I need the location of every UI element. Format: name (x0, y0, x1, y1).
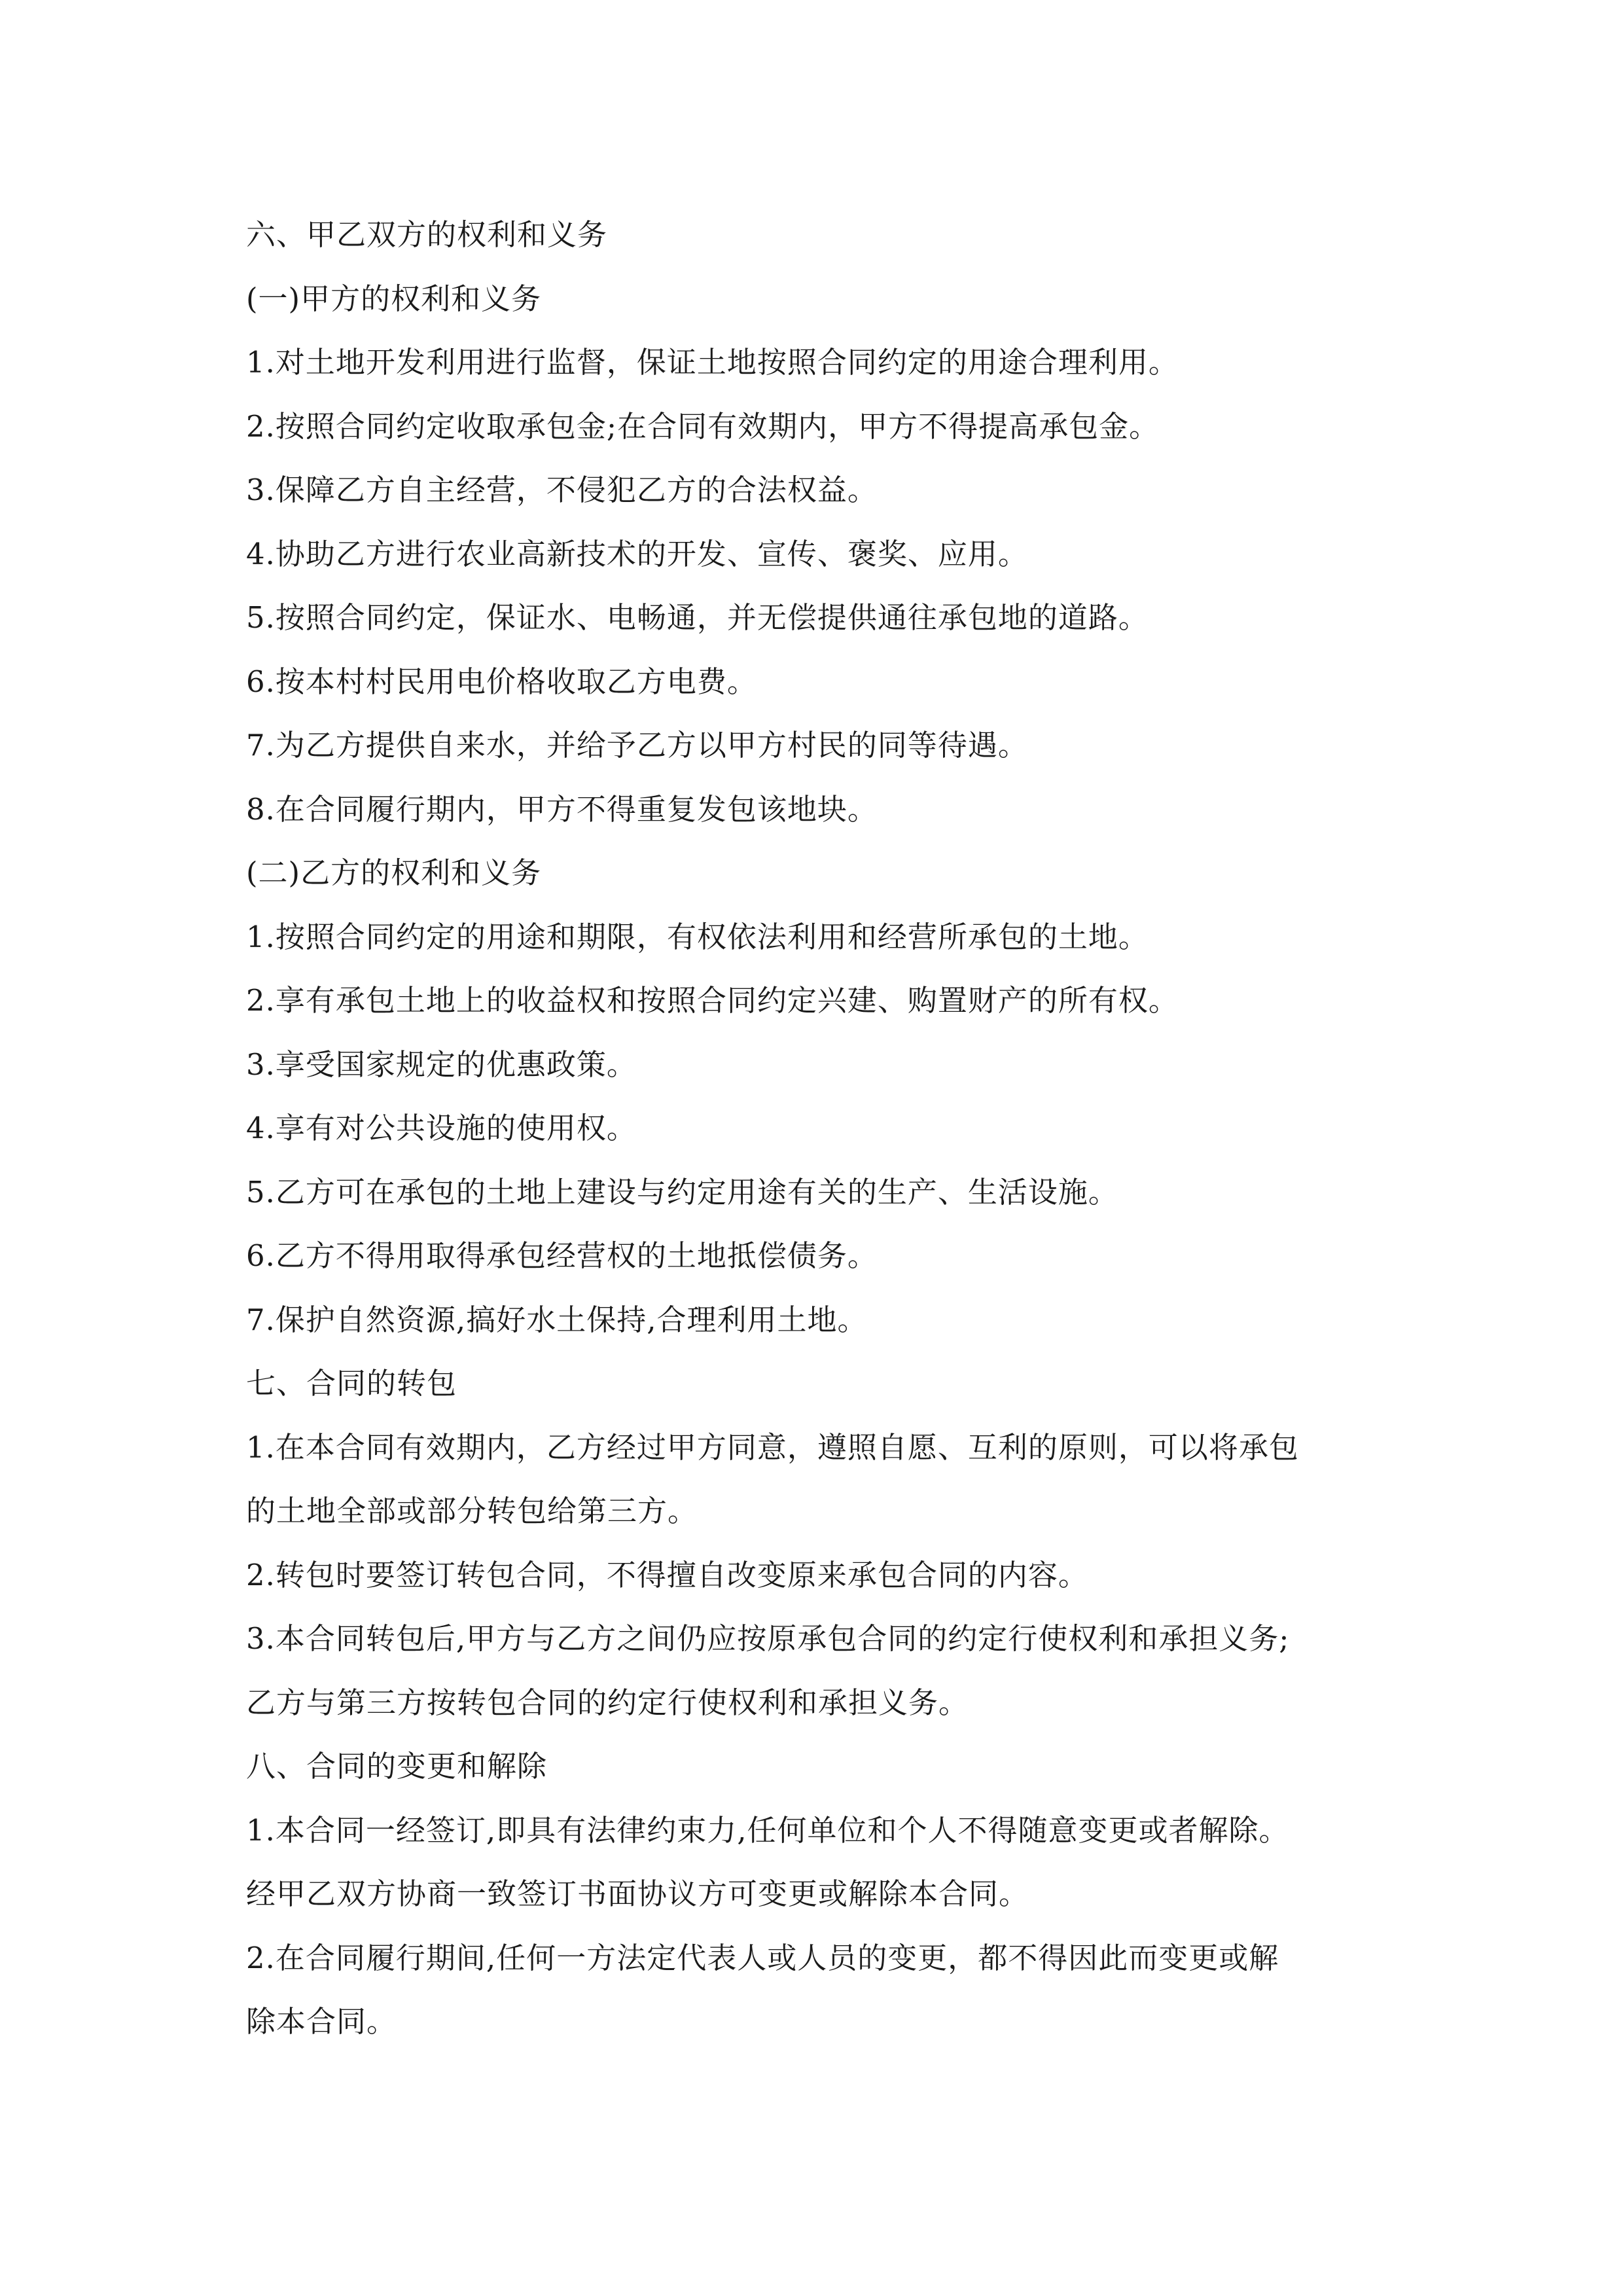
clause-line: 3.享受国家规定的优惠政策。 (246, 1047, 637, 1082)
clause-line: 5.乙方可在承包的土地上建设与约定用途有关的生产、生活设施。 (246, 1174, 1118, 1210)
clause-line: 1.对土地开发利用进行监督，保证土地按照合同约定的用途合理利用。 (246, 345, 1179, 380)
clause-line: 7.保护自然资源,搞好水土保持,合理利用土地。 (246, 1302, 868, 1337)
clause-line: 6.按本村村民用电价格收取乙方电费。 (246, 664, 757, 699)
clause-line: 乙方与第三方按转包合同的约定行使权利和承担义务。 (246, 1685, 969, 1720)
clause-line: 3.本合同转包后,甲方与乙方之间仍应按原承包合同的约定行使权利和承担义务; (246, 1621, 1290, 1656)
clause-line: 经甲乙双方协商一致签订书面协议方可变更或解除本合同。 (246, 1876, 1029, 1911)
subsection-heading: (一)甲方的权利和义务 (246, 281, 542, 316)
clause-line: 2.享有承包土地上的收益权和按照合同约定兴建、购置财产的所有权。 (246, 983, 1179, 1018)
section-heading: 八、合同的变更和解除 (246, 1749, 548, 1784)
clause-line: 4.协助乙方进行农业高新技术的开发、宣传、褒奖、应用。 (246, 536, 1028, 571)
clause-line: 除本合同。 (246, 2004, 397, 2039)
clause-line: 6.乙方不得用取得承包经营权的土地抵偿债务。 (246, 1238, 878, 1273)
clause-line: 5.按照合同约定，保证水、电畅通，并无偿提供通往承包地的道路。 (246, 600, 1149, 635)
clause-line: 1.本合同一经签订,即具有法律约束力,任何单位和个人不得随意变更或者解除。 (246, 1812, 1289, 1848)
clause-line: 2.在合同履行期间,任何一方法定代表人或人员的变更，都不得因此而变更或解 (246, 1940, 1279, 1975)
clause-line: 4.享有对公共设施的使用权。 (246, 1111, 637, 1145)
section-heading: 七、合同的转包 (246, 1366, 457, 1401)
clause-line: 8.在合同履行期内，甲方不得重复发包该地块。 (246, 791, 878, 827)
clause-line: 的土地全部或部分转包给第三方。 (246, 1494, 698, 1528)
section-heading: 六、甲乙双方的权利和义务 (246, 217, 608, 252)
clause-line: 3.保障乙方自主经营，不侵犯乙方的合法权益。 (246, 473, 878, 507)
document-body (246, 203, 1385, 2054)
clause-line: 2.转包时要签订转包合同，不得擅自改变原来承包合同的内容。 (246, 1557, 1088, 1592)
clause-line: 1.在本合同有效期内，乙方经过甲方同意，遵照自愿、互利的原则，可以将承包 (246, 1429, 1299, 1465)
subsection-heading: (二)乙方的权利和义务 (246, 855, 542, 890)
clause-line: 1.按照合同约定的用途和期限，有权依法利用和经营所承包的土地。 (246, 919, 1149, 954)
clause-line: 7.为乙方提供自来水，并给予乙方以甲方村民的同等待遇。 (246, 728, 1028, 762)
clause-line: 2.按照合同约定收取承包金;在合同有效期内，甲方不得提高承包金。 (246, 408, 1160, 444)
